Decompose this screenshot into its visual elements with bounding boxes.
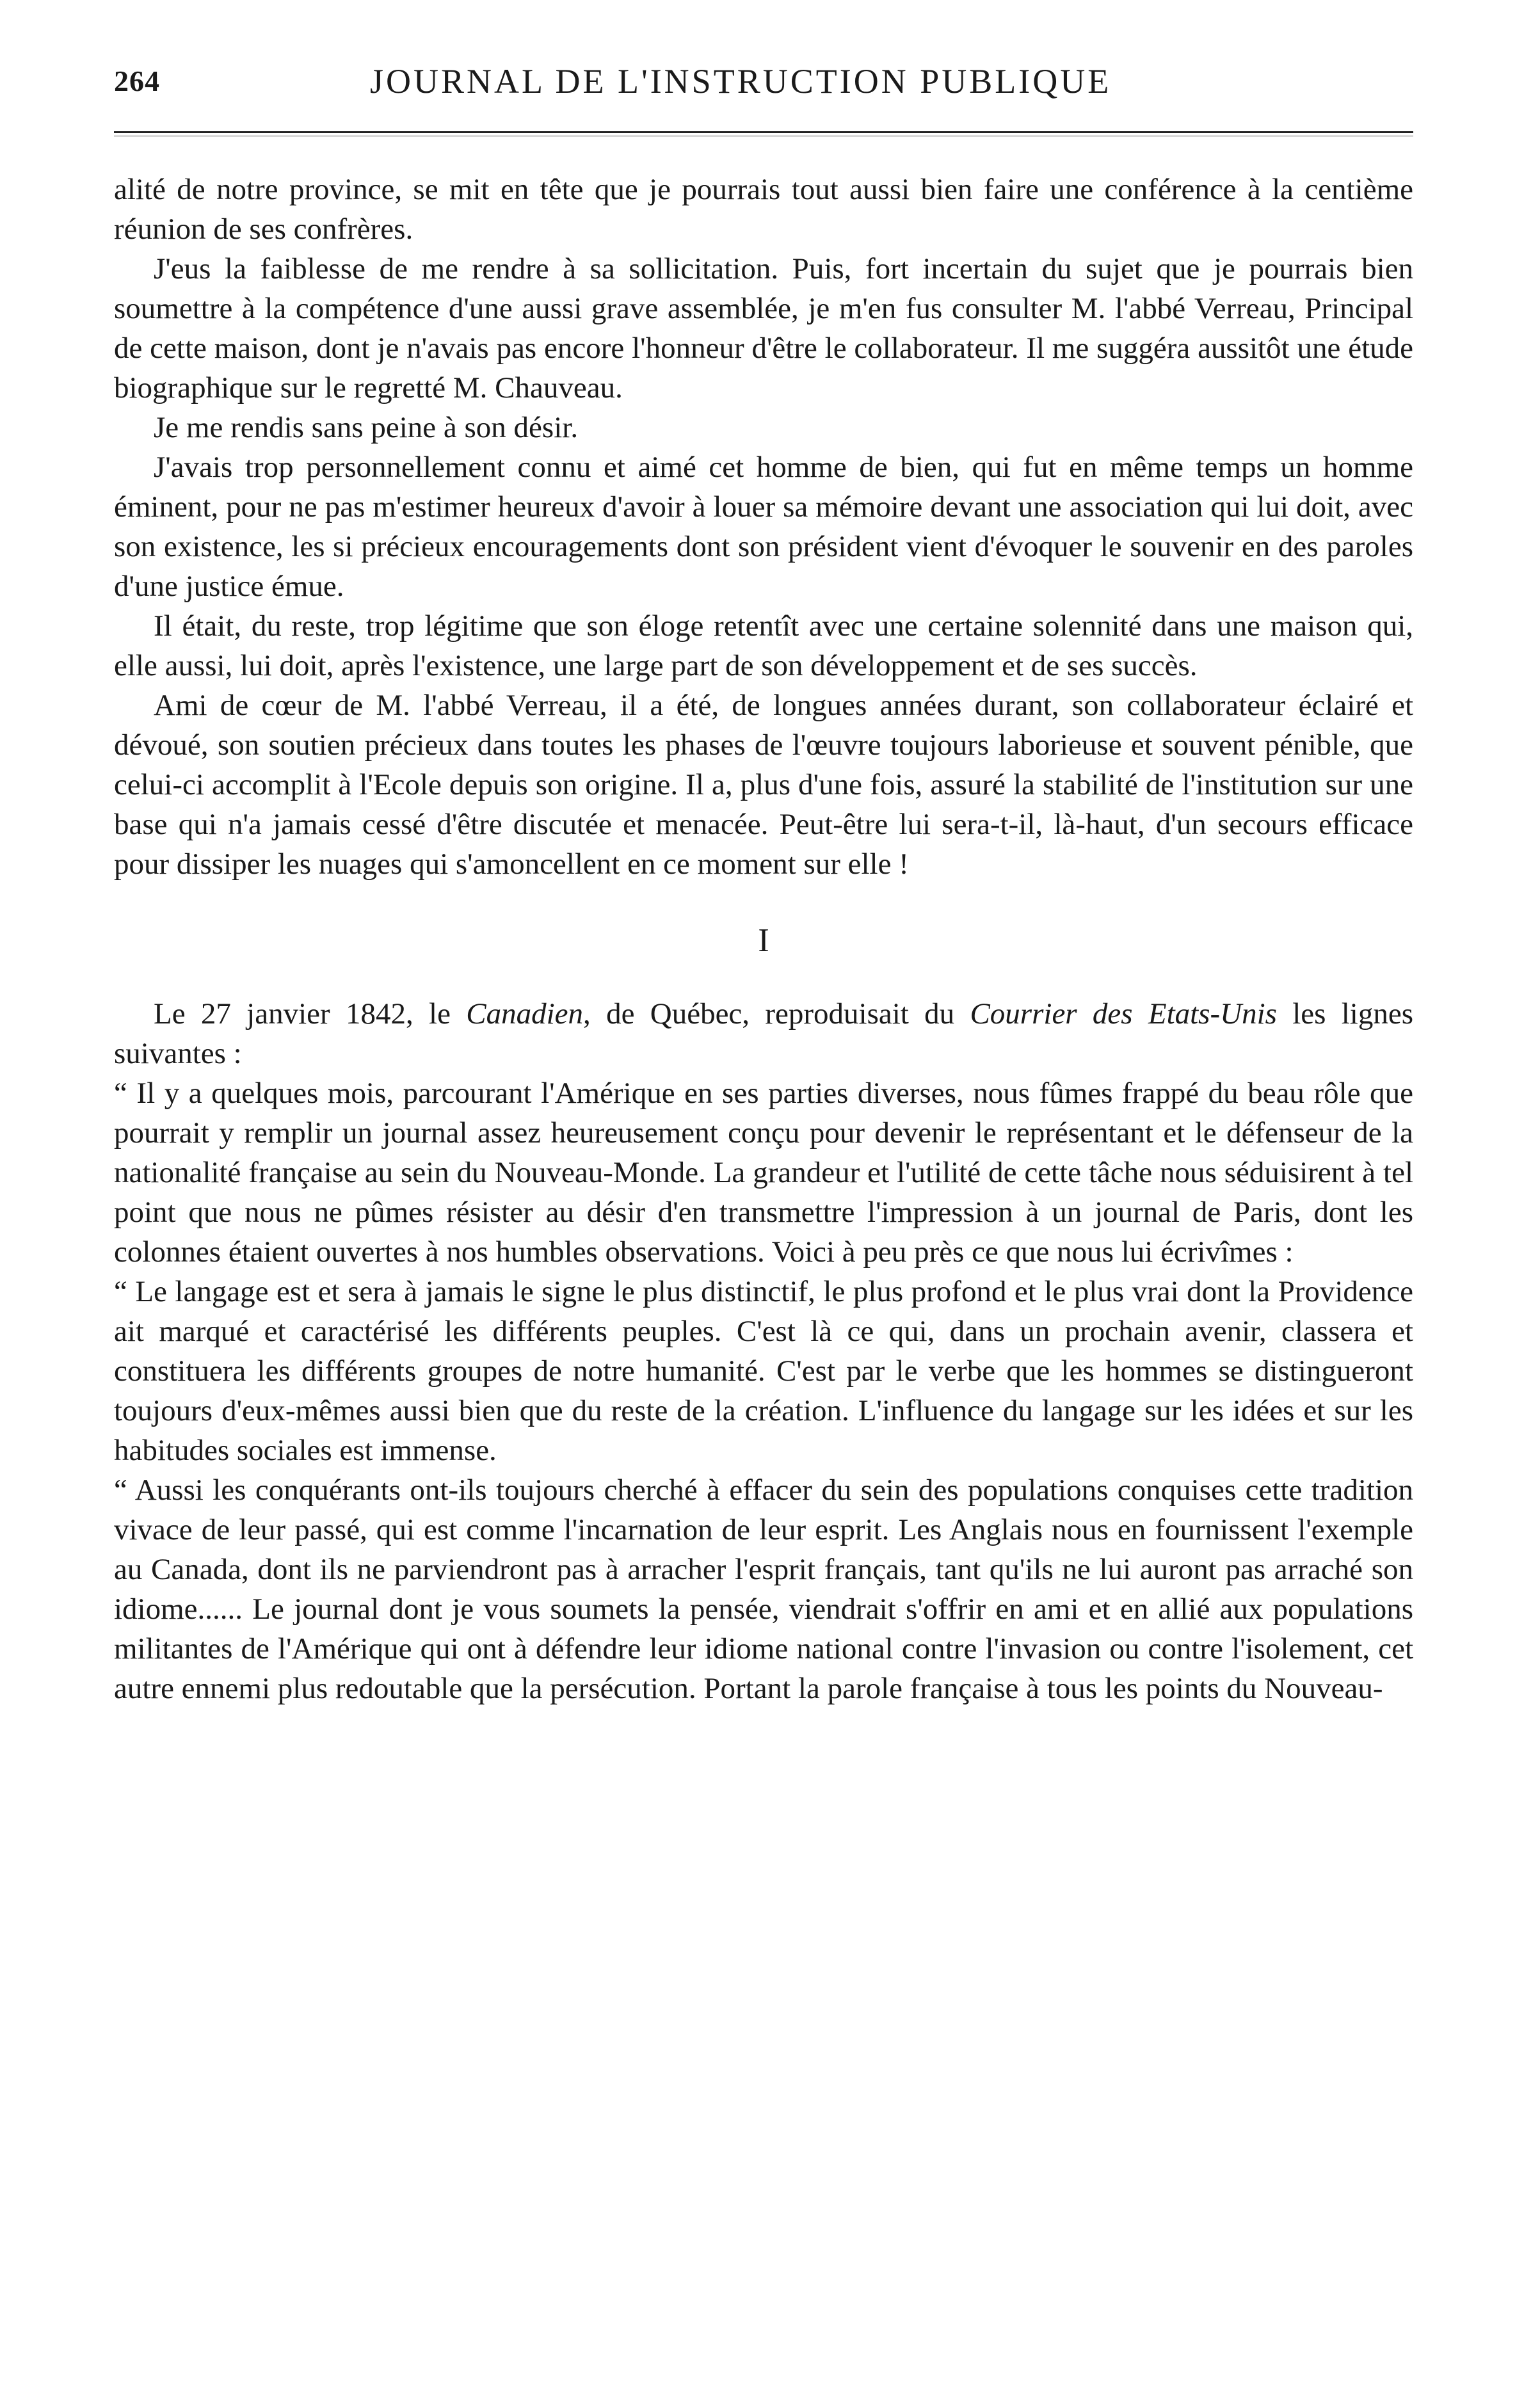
quote-paragraph: “ Le langage est et sera à jamais le signe le plus distinctif, le plus profond et le plus vrai dont la Providence ait marqué et caractérisé les différents peuples. C'est là ce qui, dans un prochain avenir, classera et constituera les différents groupes de notre humanité. C'est par le verbe que les hommes se distingueront toujours d'eux-mêmes aussi bien que du reste de la création. L'influence du langage sur les idées et sur les habitudes sociales est immense. bbox=[114, 1275, 1413, 1467]
quote-paragraph: “ Il y a quelques mois, parcourant l'Amérique en ses parties diverses, nous fûmes frappé du beau rôle que pourrait y remplir un journal assez heureusement conçu pour devenir le représentant et le défenseur de la nationalité française au sein du Nouveau-Monde. La grandeur et l'utilité de cette tâche nous séduisirent à tel point que nous ne pûmes résister au désir d'en transmettre l'impression à un journal de Paris, dont les colonnes étaient ouvertes à nos humbles observations. Voici à peu près ce que nous lui écrivîmes : bbox=[114, 1077, 1413, 1269]
paragraph: Il était, du reste, trop légitime que son éloge retentît avec une certaine solennité dans une maison qui, elle aussi, lui doit, après l'existence, une large part de son développement et de ses succès. bbox=[114, 609, 1413, 682]
section-numeral: I bbox=[758, 922, 769, 959]
paragraph: J'avais trop personnellement connu et aimé cet homme de bien, qui fut en même temps un homme éminent, pour ne pas m'estimer heureux d'avoir à louer sa mémoire devant une association qui lui doit, avec son existence, les si précieux encouragements dont son président vient d'évoquer le souvenir en des paroles d'une justice émue. bbox=[114, 451, 1413, 603]
section-intro-paragraph bbox=[114, 994, 1413, 1073]
quote-paragraph: “ Aussi les conquérants ont-ils toujours cherché à effacer du sein des populations conquises cette tradition vivace de leur passé, qui est comme l'incarnation de leur esprit. Les Anglais nous en fournissent l'exemple au Canada, dont ils ne parviendront pas à arracher l'esprit français, tant qu'ils ne lui auront pas arraché son idiome...... Le journal dont je vous soumets la pensée, viendrait s'offrir en ami et en allié aux populations militantes de l'Amérique qui ont à défendre leur idiome national contre l'invasion ou contre l'isolement, cet autre ennemi plus redoutable que la persécution. Portant la parole française à tous les points du Nouveau- bbox=[114, 1473, 1413, 1705]
intro-text-1: Le 27 janvier 1842, le bbox=[154, 997, 467, 1031]
running-title: JOURNAL DE L'INSTRUCTION PUBLIQUE bbox=[370, 62, 1112, 100]
newspaper-title-canadien: Canadien bbox=[466, 997, 584, 1031]
body-text bbox=[114, 170, 1413, 1708]
paragraph: J'eus la faiblesse de me rendre à sa sollicitation. Puis, fort incertain du sujet que je pourrais bien soumettre à la compétence d'une aussi grave assemblée, je m'en fus consulter M. l'abbé Verreau, Principal de cette maison, dont je n'avais pas encore l'honneur d'être le collaborateur. Il me suggéra aussitôt une étude biographique sur le regretté M. Chauveau. bbox=[114, 252, 1413, 405]
page-header bbox=[114, 59, 1413, 110]
newspaper-title-courrier: Courrier des Etats-Unis bbox=[970, 997, 1277, 1031]
intro-text-3: les lignes suivantes : bbox=[114, 997, 1414, 1070]
intro-text-2: , de Québec, reproduisait du bbox=[583, 997, 970, 1031]
paragraph: Je me rendis sans peine à son désir. bbox=[154, 411, 579, 444]
header-rule bbox=[114, 131, 1413, 133]
paragraph: alité de notre province, se mit en tête que je pourrais tout aussi bien faire une conférence à la centième réunion de ses confrères. bbox=[114, 173, 1413, 246]
paragraph: Ami de cœur de M. l'abbé Verreau, il a été, de longues années durant, son collaborateur éclairé et dévoué, son soutien précieux dans toutes les phases de l'œuvre toujours laborieuse et souvent pénible, que celui-ci accomplit à l'Ecole depuis son origine. Il a, plus d'une fois, assuré la stabilité de l'institution sur une base qui n'a jamais cessé d'être discutée et menacée. Peut-être lui sera-t-il, là-haut, d'un secours efficace pour dissiper les nuages qui s'amoncellent en ce moment sur elle ! bbox=[114, 689, 1413, 881]
page-number: 264 bbox=[114, 65, 160, 97]
